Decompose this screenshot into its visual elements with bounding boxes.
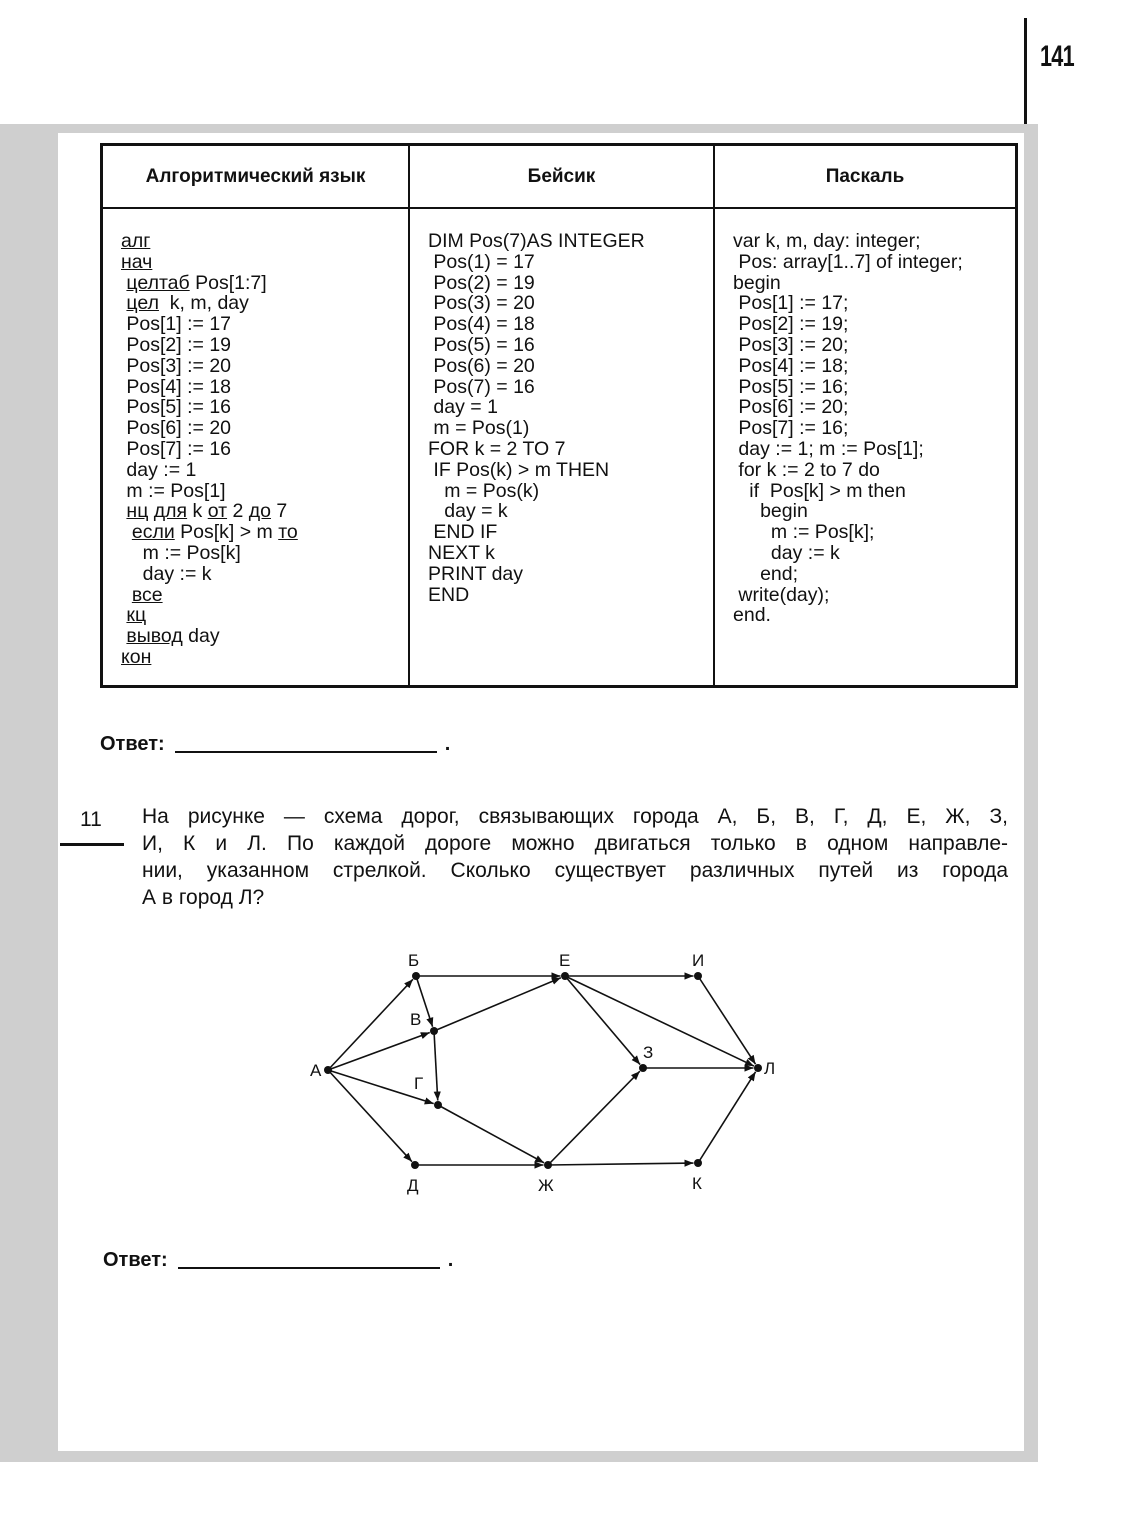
road-В-Е xyxy=(434,978,561,1031)
code-line: begin xyxy=(733,500,808,523)
city-label: Л xyxy=(764,1059,776,1078)
city-node xyxy=(411,1161,419,1169)
code-line: Pos(1) = 17 xyxy=(428,250,535,273)
header-pascal: Паскаль xyxy=(713,146,1015,209)
road-Е-Л xyxy=(565,976,754,1066)
city-node xyxy=(694,1159,702,1167)
code-line: Pos[4] := 18; xyxy=(733,354,849,377)
road-А-Б xyxy=(328,979,413,1070)
answer-blank[interactable] xyxy=(175,751,437,753)
code-line: day := k xyxy=(121,562,212,585)
city-label: Г xyxy=(414,1074,424,1093)
city-label: Д xyxy=(407,1176,419,1195)
code-line: Pos(7) = 16 xyxy=(428,375,535,398)
city-label: Б xyxy=(408,951,420,970)
code-line: day := 1 xyxy=(121,458,197,481)
code-line: Pos(2) = 19 xyxy=(428,271,535,294)
task-line: нии, указанном стрелкой. Сколько существует различных путей из города xyxy=(142,859,1008,882)
code-line: END xyxy=(428,583,470,606)
code-line: Pos[2] := 19 xyxy=(121,333,232,356)
code-line: IF Pos(k) > m THEN xyxy=(428,458,610,481)
city-node xyxy=(430,1027,438,1035)
code-line: m := Pos[1] xyxy=(121,479,226,502)
code-line: end. xyxy=(733,604,771,627)
header-algo: Алгоритмический язык xyxy=(103,146,408,209)
code-line: m = Pos(k) xyxy=(428,479,540,502)
road-Ж-З xyxy=(548,1071,640,1165)
algo-code xyxy=(103,209,408,685)
code-line: DIM Pos(7)AS INTEGER xyxy=(428,230,645,252)
code-line: Pos[6] := 20 xyxy=(121,417,232,440)
answer-2 xyxy=(103,1249,453,1272)
basic-code xyxy=(408,209,713,685)
code-line: FOR k = 2 TO 7 xyxy=(428,437,566,460)
code-line: Pos[4] := 18 xyxy=(121,375,232,398)
task-line: И, К и Л. По каждой дороге можно двигаться только в одном направле- xyxy=(142,832,1008,855)
city-node xyxy=(639,1064,647,1072)
code-line: если Pos[k] > m то xyxy=(131,521,298,544)
code-line: кон xyxy=(121,645,152,668)
city-label: Ж xyxy=(538,1176,554,1195)
code-line: Pos(5) = 16 xyxy=(428,333,535,356)
answer-dot: . xyxy=(444,733,451,755)
city-label: Е xyxy=(559,951,571,970)
code-line: Pos[7] := 16 xyxy=(121,437,232,460)
answer-dot: . xyxy=(447,1249,454,1271)
road-Ж-К xyxy=(548,1163,694,1165)
answer-label: Ответ: xyxy=(103,1249,168,1271)
task-line: На рисунке — схема дорог, связывающих города А, Б, В, Г, Д, Е, Ж, З, xyxy=(142,805,1008,828)
city-label: И xyxy=(692,951,705,970)
city-node xyxy=(561,972,569,980)
code-line: END IF xyxy=(428,521,498,544)
task-line: А в город Л? xyxy=(142,886,265,909)
pascal-code xyxy=(713,209,1015,685)
answer-blank[interactable] xyxy=(178,1267,440,1269)
code-line: Pos[5] := 16 xyxy=(121,396,232,419)
city-label: А xyxy=(310,1061,322,1080)
road-А-В xyxy=(328,1033,430,1070)
code-line: целтаб Pos[1:7] xyxy=(126,271,267,294)
city-node xyxy=(544,1161,552,1169)
code-line: day := k xyxy=(733,541,840,564)
city-label: В xyxy=(410,1010,422,1029)
task-number: 11 xyxy=(80,808,102,831)
code-line: все xyxy=(131,583,163,606)
city-node xyxy=(324,1066,332,1074)
code-line: Pos[2] := 19; xyxy=(733,313,849,336)
code-line: Pos[1] := 17; xyxy=(733,292,849,315)
task-text xyxy=(142,803,1008,911)
code-line: Pos(3) = 20 xyxy=(428,292,535,315)
code-line: кц xyxy=(126,604,147,627)
city-label: К xyxy=(692,1174,702,1193)
code-line: алг xyxy=(121,230,151,252)
code-line: var k, m, day: integer; xyxy=(733,230,921,252)
code-line: for k := 2 to 7 do xyxy=(733,458,880,481)
code-line: m := Pos[k] xyxy=(121,541,241,564)
code-table xyxy=(100,143,1018,688)
road-graph xyxy=(300,945,800,1205)
code-line: m = Pos(1) xyxy=(428,417,530,440)
city-node xyxy=(694,972,702,980)
code-line: begin xyxy=(733,271,781,294)
code-line: Pos[3] := 20; xyxy=(733,333,849,356)
code-line: day = k xyxy=(428,500,508,523)
header-basic: Бейсик xyxy=(408,146,713,209)
code-line: вывод day xyxy=(126,625,220,648)
code-line: NEXT k xyxy=(428,541,495,564)
code-line: Pos[1] := 17 xyxy=(121,313,232,336)
road-К-Л xyxy=(698,1072,756,1163)
code-line: end; xyxy=(733,562,799,585)
road-В-Г xyxy=(434,1031,438,1101)
road-И-Л xyxy=(698,976,756,1064)
road-Г-Ж xyxy=(438,1105,544,1163)
code-line: PRINT day xyxy=(428,562,524,585)
task-rule xyxy=(60,843,124,846)
road-Е-З xyxy=(565,976,640,1065)
code-line: цел k, m, day xyxy=(126,292,249,315)
code-line: day = 1 xyxy=(428,396,498,419)
code-line: write(day); xyxy=(733,583,830,606)
code-line: Pos(4) = 18 xyxy=(428,313,535,336)
code-line: m := Pos[k]; xyxy=(733,521,875,544)
page-number: 141 xyxy=(1040,40,1074,73)
code-line: Pos[7] := 16; xyxy=(733,417,849,440)
answer-label: Ответ: xyxy=(100,733,165,755)
answer-1 xyxy=(100,733,450,756)
code-line: Pos: array[1..7] of integer; xyxy=(733,250,963,273)
code-line: Pos[3] := 20 xyxy=(121,354,232,377)
page-rule xyxy=(1024,18,1027,124)
code-line: if Pos[k] > m then xyxy=(733,479,906,502)
code-line: нц для k от 2 до 7 xyxy=(126,500,288,523)
code-line: нач xyxy=(121,250,153,273)
city-node xyxy=(412,972,420,980)
city-label: З xyxy=(643,1043,654,1062)
code-line: Pos[5] := 16; xyxy=(733,375,849,398)
code-line: day := 1; m := Pos[1]; xyxy=(733,437,924,460)
code-line: Pos[6] := 20; xyxy=(733,396,849,419)
city-node xyxy=(434,1101,442,1109)
city-node xyxy=(754,1064,762,1072)
code-line: Pos(6) = 20 xyxy=(428,354,535,377)
